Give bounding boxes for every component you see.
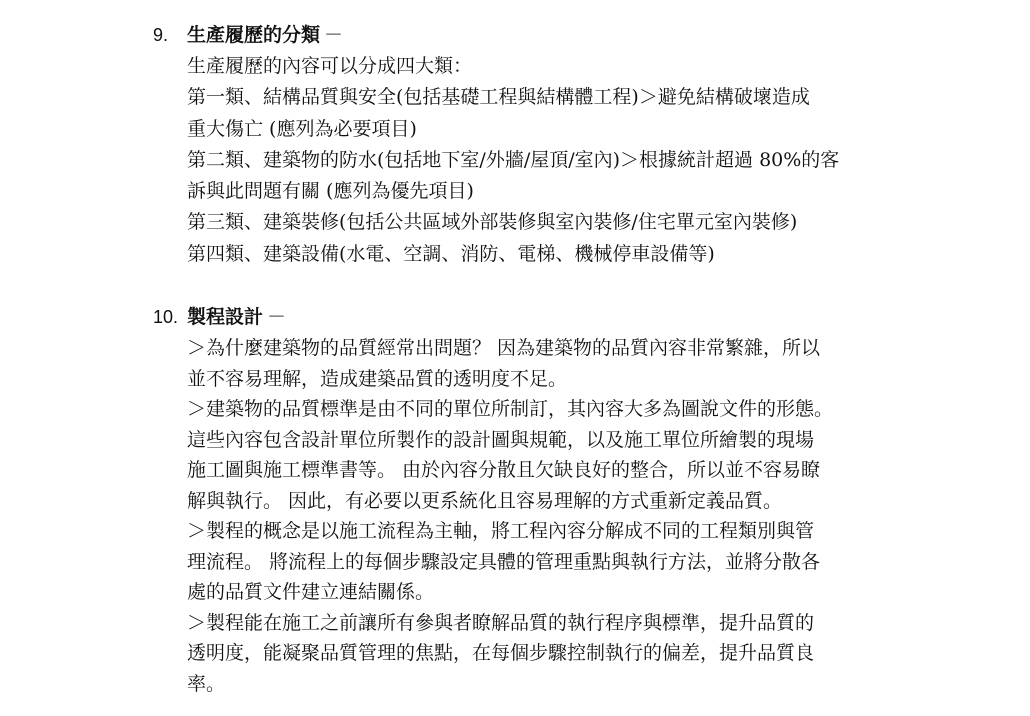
section-heading (153, 20, 893, 51)
section-dash: － (267, 307, 287, 328)
text-line: 第四類、建築設備(水電、空調、消防、電梯、機械停車設備等) (187, 242, 715, 265)
section-title: 生產履歷的分類 (187, 24, 321, 46)
text-line: 並不容易理解，造成建築品質的透明度不足。 (187, 367, 568, 390)
text-line: 第三類、建築裝修(包括公共區域外部裝修與室內裝修/住宅單元室內裝修) (187, 211, 798, 234)
text-line: 透明度，能凝聚品質管理的焦點，在每個步驟控制執行的偏差，提升品質良 (187, 642, 815, 664)
section-process-design (153, 302, 893, 699)
text-line: 率。 (187, 672, 226, 695)
section-number: 9. (153, 25, 169, 45)
section-number: 10. (153, 307, 179, 327)
section-body (187, 333, 877, 699)
text-line: 第一類、結構品質與安全(包括基礎工程與結構體工程)＞避免結構破壞造成 (187, 86, 810, 109)
section-heading (153, 302, 893, 333)
text-line: 第二類、建築物的防水(包括地下室/外牆/屋頂/室內)＞根據統計超過 80%的客 (187, 148, 840, 171)
text-line: 訴與此問題有關 (應列為優先項目) (187, 180, 474, 203)
section-dash: － (324, 25, 344, 46)
text-line: ＞製程能在施工之前讓所有參與者瞭解品質的執行程序與標準，提升品質的 (187, 611, 815, 634)
text-line: 處的品質文件建立連結關係。 (187, 581, 435, 603)
text-line: 這些內容包含設計單位所製作的設計圖與規範，以及施工單位所繪製的現場 (187, 428, 815, 451)
section-title: 製程設計 (187, 306, 264, 328)
section-body (187, 51, 877, 270)
text-line: ＞為什麼建築物的品質經常出問題？ 因為建築物的品質內容非常繁雜，所以 (187, 337, 821, 359)
text-line: 重大傷亡 (應列為必要項目) (187, 117, 417, 140)
text-line: 施工圖與施工標準書等。 由於內容分散且欠缺良好的整合，所以並不容易瞭 (187, 459, 821, 481)
text-line: ＞製程的概念是以施工流程為主軸，將工程內容分解成不同的工程類別與管 (187, 520, 815, 542)
text-line: 生產履歷的內容可以分成四大類： (187, 55, 473, 77)
section-production-history-classification (153, 20, 893, 270)
text-line: 解與執行。 因此，有必要以更系統化且容易理解的方式重新定義品質。 (187, 489, 783, 512)
text-line: 理流程。 將流程上的每個步驟設定具體的管理重點與執行方法，並將分散各 (187, 550, 821, 573)
text-line: ＞建築物的品質標準是由不同的單位所制訂，其內容大多為圖說文件的形態。 (187, 398, 834, 420)
